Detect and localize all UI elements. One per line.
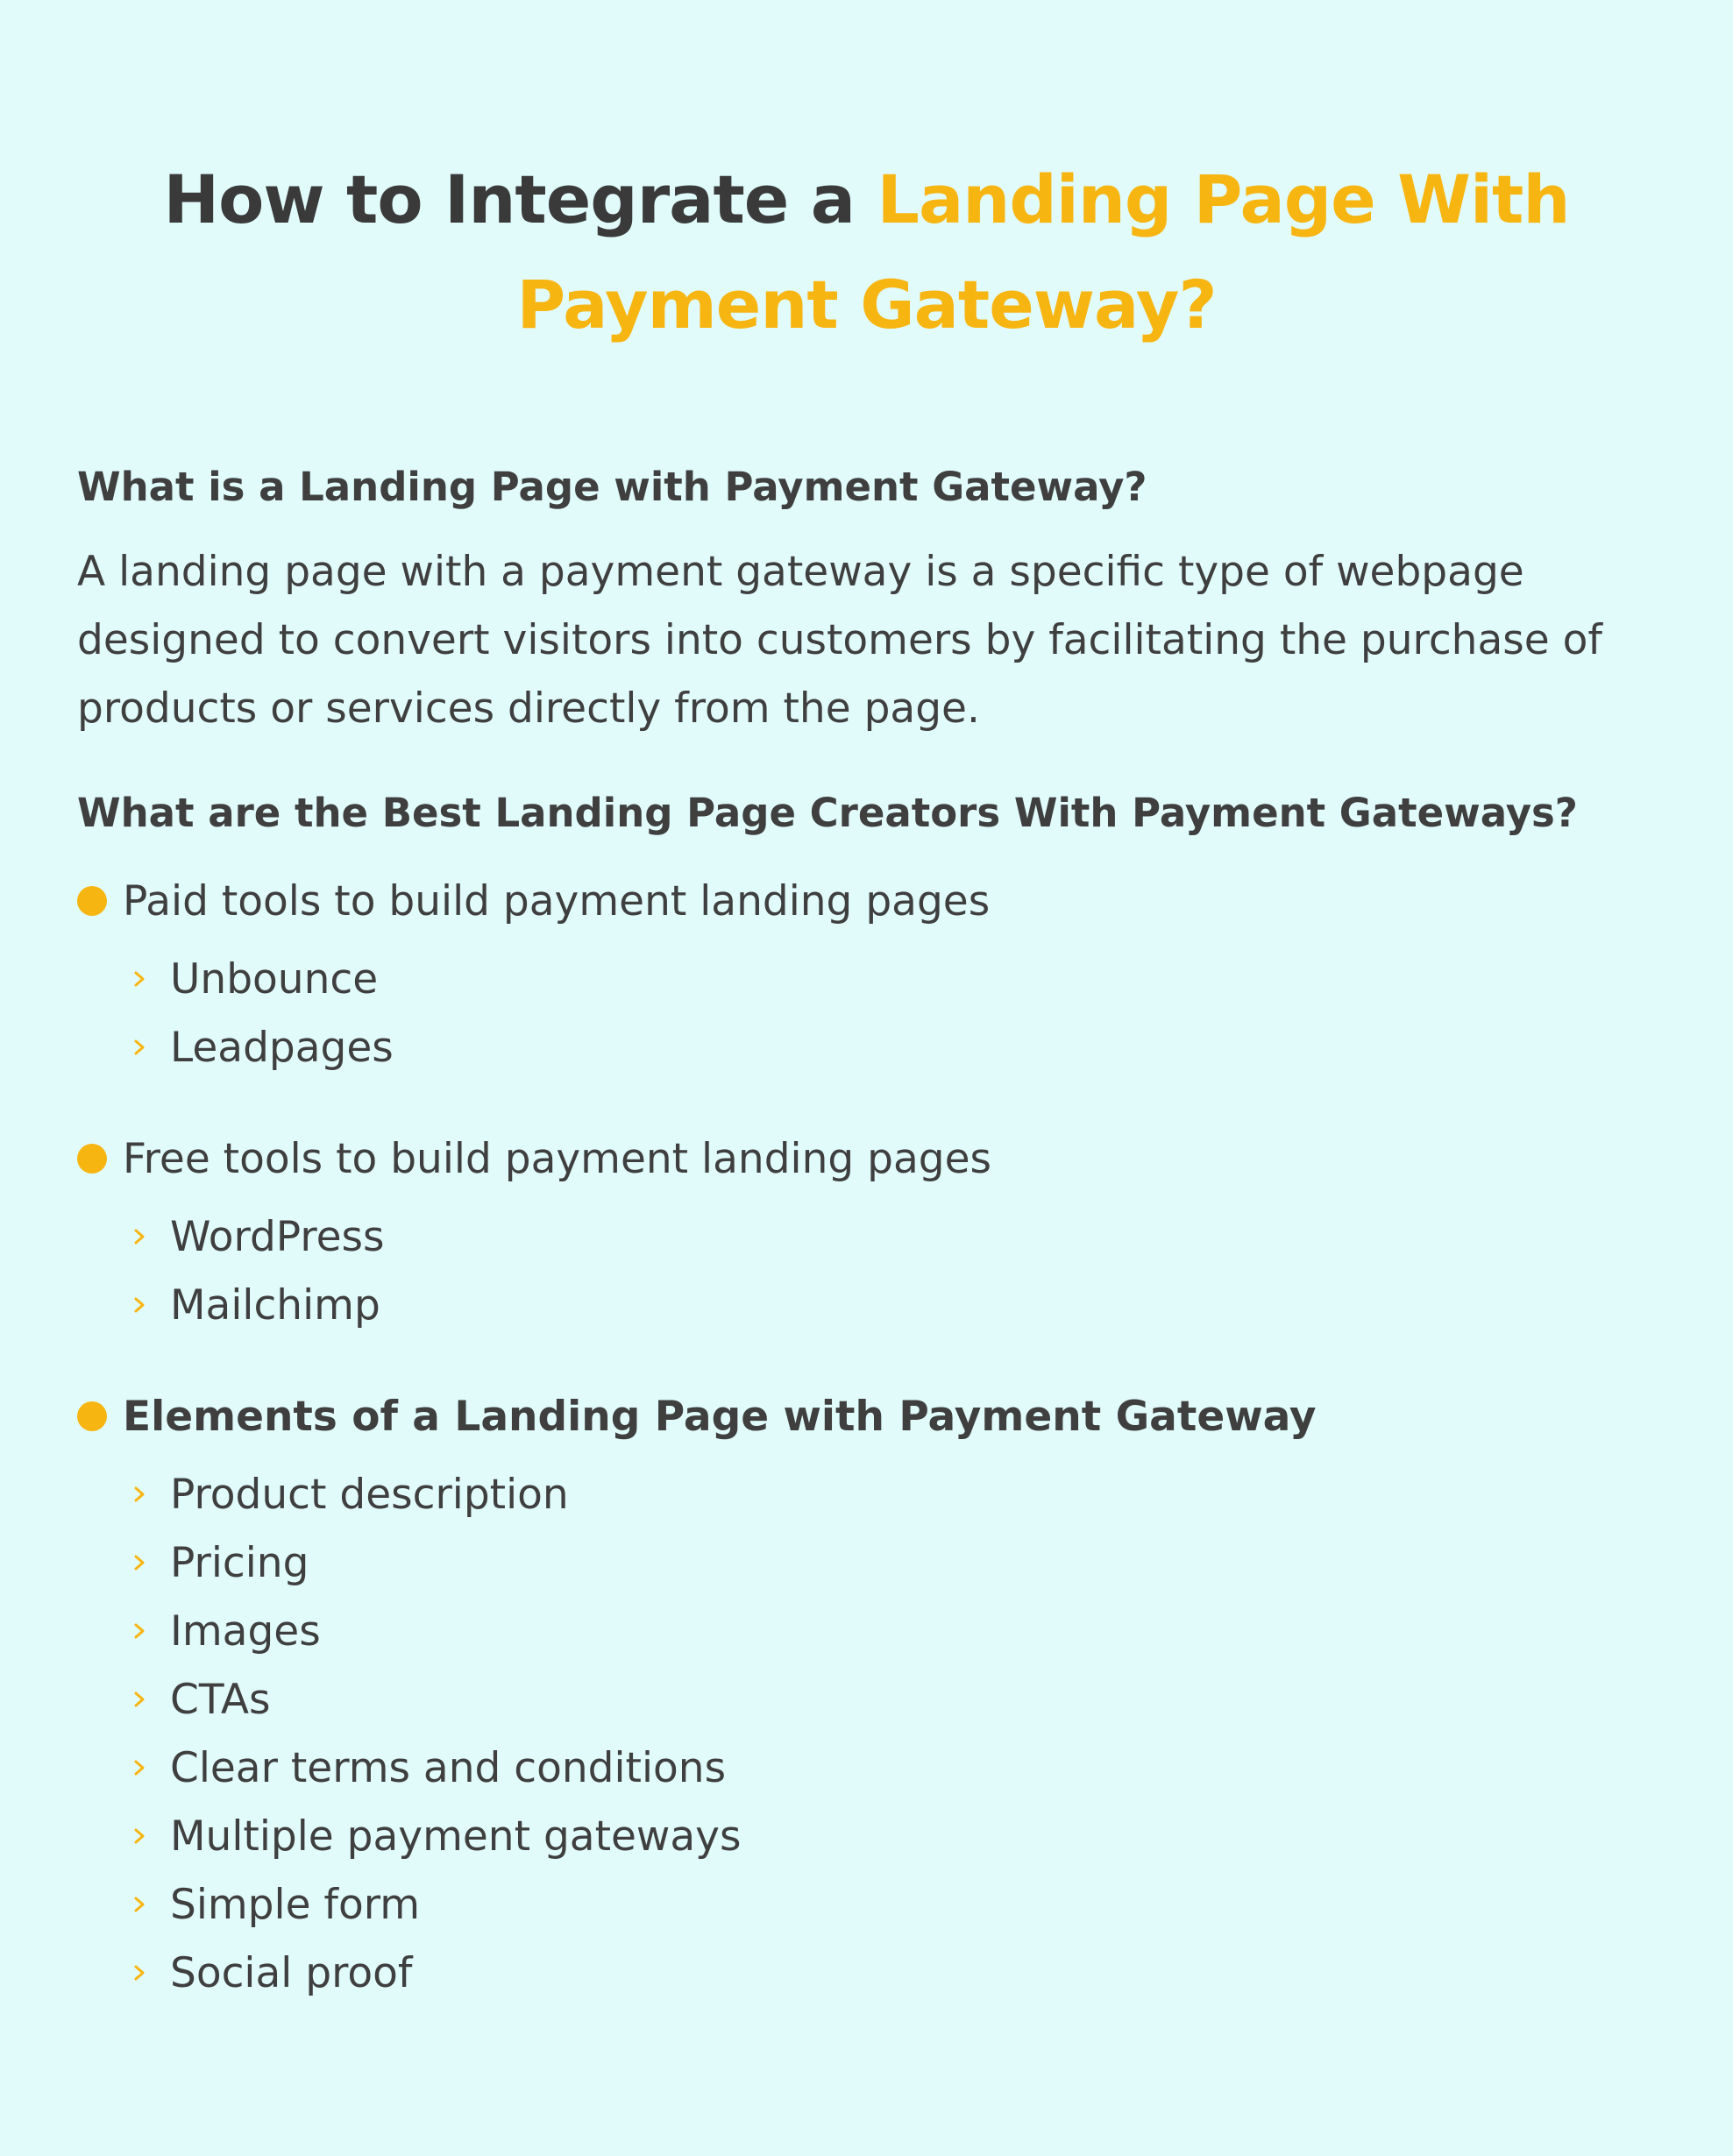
chevron-right-icon	[128, 968, 151, 990]
sub-item-label: Mailchimp	[170, 1280, 380, 1330]
chevron-right-icon	[128, 1036, 151, 1059]
bullet-item	[77, 866, 1655, 936]
bullet-dot-icon	[77, 1144, 107, 1174]
sub-list-item	[77, 1665, 1655, 1734]
sub-list-item	[77, 1528, 1655, 1597]
sub-item-label: Leadpages	[170, 1023, 394, 1072]
sub-list-item	[77, 945, 1655, 1013]
title-accent-line2: Payment Gateway?	[516, 266, 1217, 344]
sub-list	[77, 1460, 1655, 2007]
bullet-dot-icon	[77, 1401, 107, 1431]
bullet-label: Elements of a Landing Page with Payment Gateway	[123, 1392, 1317, 1441]
sub-list-item	[77, 1271, 1655, 1339]
bullet-item	[77, 1381, 1655, 1451]
bullet-group-free-tools	[77, 1124, 1655, 1339]
sub-item-label: CTAs	[170, 1675, 271, 1724]
chevron-right-icon	[128, 1483, 151, 1506]
chevron-right-icon	[128, 1551, 151, 1574]
chevron-right-icon	[128, 1294, 151, 1316]
sub-item-label: Clear terms and conditions	[170, 1743, 727, 1792]
title-accent-line1: Landing Page With	[877, 160, 1570, 238]
sub-list-item	[77, 1013, 1655, 1082]
sub-list-item	[77, 1870, 1655, 1939]
bullet-label: Free tools to build payment landing pages	[123, 1134, 992, 1183]
sub-list	[77, 1202, 1655, 1339]
chevron-right-icon	[128, 1225, 151, 1248]
sub-item-label: WordPress	[170, 1212, 385, 1261]
chevron-right-icon	[128, 1688, 151, 1711]
sub-item-label: Pricing	[170, 1538, 309, 1587]
bullet-label: Paid tools to build payment landing pages	[123, 876, 991, 926]
page-title	[0, 147, 1733, 358]
bullet-group-elements	[77, 1381, 1655, 2007]
sub-list-item	[77, 1460, 1655, 1528]
sub-list-item	[77, 1939, 1655, 2007]
chevron-right-icon	[128, 1756, 151, 1779]
sub-item-label: Unbounce	[170, 954, 379, 1004]
sub-list-item	[77, 1802, 1655, 1870]
sub-item-label: Multiple payment gateways	[170, 1812, 742, 1861]
bullet-dot-icon	[77, 886, 107, 916]
bullet-item	[77, 1124, 1655, 1194]
sub-list	[77, 945, 1655, 1082]
sub-item-label: Simple form	[170, 1880, 421, 1929]
chevron-right-icon	[128, 1893, 151, 1916]
definition-paragraph: A landing page with a payment gateway is a specific type of webpage designed to convert visitors into customers by facilitating the purchase of products or services directly from the page.	[77, 548, 1602, 733]
chevron-right-icon	[128, 1961, 151, 1984]
title-prefix: How to Integrate a	[163, 160, 877, 238]
section-heading-what-is: What is a Landing Page with Payment Gateway?	[77, 464, 1147, 510]
chevron-right-icon	[128, 1620, 151, 1642]
sub-list-item	[77, 1597, 1655, 1665]
sub-item-label: Product description	[170, 1470, 569, 1519]
chevron-right-icon	[128, 1825, 151, 1847]
bullet-group-paid-tools	[77, 866, 1655, 1082]
sub-list-item	[77, 1202, 1655, 1271]
sub-item-label: Images	[170, 1606, 321, 1656]
section-heading-best-creators: What are the Best Landing Page Creators With Payment Gateways?	[77, 790, 1578, 836]
sub-item-label: Social proof	[170, 1948, 413, 1997]
sub-list-item	[77, 1734, 1655, 1802]
